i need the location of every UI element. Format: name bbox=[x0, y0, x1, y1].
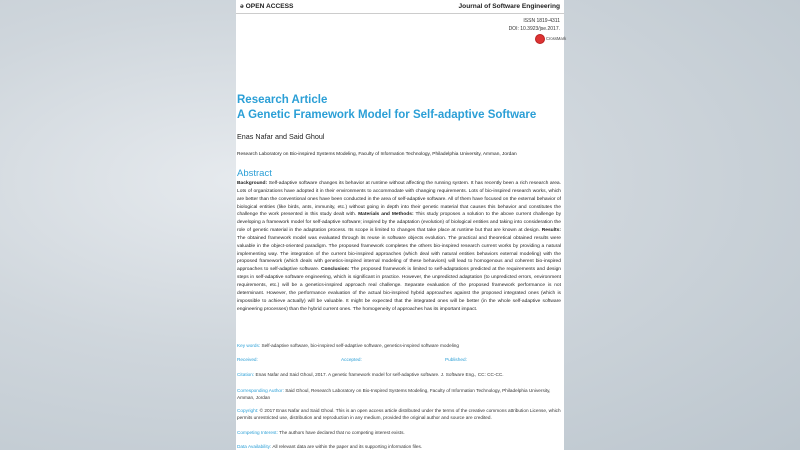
copyright-label: Copyright: bbox=[237, 408, 259, 413]
abstract-body bbox=[237, 180, 561, 313]
methods-label: Materials and Methods: bbox=[358, 212, 414, 218]
abstract-heading: Abstract bbox=[237, 168, 272, 179]
corresponding-label: Corresponding Author: bbox=[237, 388, 284, 393]
affiliation: Research Laboratory on Bio-inspired Systems Modeling, Faculty of Information Technology, Philadelphia University, Amman, Jordan bbox=[237, 152, 517, 157]
crossmark-label: CrossMark bbox=[546, 36, 567, 41]
header-divider bbox=[236, 13, 564, 14]
copyright bbox=[237, 407, 561, 421]
keywords bbox=[237, 343, 459, 348]
open-access-badge bbox=[240, 3, 293, 10]
paper-page[interactable] bbox=[236, 0, 567, 450]
accepted-date bbox=[341, 357, 362, 362]
received-label: Received: bbox=[237, 357, 258, 362]
citation-label: Citation: bbox=[237, 372, 255, 377]
citation bbox=[237, 372, 504, 377]
conclusion-label: Conclusion: bbox=[320, 267, 350, 273]
published-date bbox=[445, 357, 467, 362]
methods-text: This study proposes a solution to the above current challenge by developing a framework model for self-adaptive software; inspired by the adaptation (evolution) of biological entities and taking into consideration the role of genetic material in the adaptation process. Its scope is limited to changes that take place at runtime but that are known at design. bbox=[237, 212, 562, 234]
background-text: Self-adaptive software changes its behavior at runtime without affecting the running system. It has recently been a rich research area. Lots of organizations have adopted it in their environments to accommodate with changing requirements. Lots of bio-inspired research works, which are better than the conventional ones have been conducted in the area of self-adaptive software. All of them have focused on the external behavior of biological entities (like birds, ants, immunity, etc.) without going in depth into their genetic material that causes this behavior and constitutes the challenge the work presented in this study dealt with. bbox=[237, 181, 561, 218]
competing-label: Competing Interest: bbox=[237, 430, 278, 435]
results-label: Results: bbox=[541, 228, 561, 234]
accepted-label: Accepted: bbox=[341, 357, 362, 362]
data-availability bbox=[237, 444, 422, 449]
received-date bbox=[237, 357, 258, 362]
background-label: Background: bbox=[237, 181, 268, 186]
crossmark-icon bbox=[535, 34, 545, 44]
article-title: A Genetic Framework Model for Self-adaptive Software bbox=[237, 109, 537, 121]
conclusion-text: The proposed framework is limited to self-adaptations predicted at the requirements and design steps in self-adaptive software engineering, which is significant in practice. However, the unpredicted adaptation (to unpredicted errors, environment requirements, etc.) will be a genetics-inspired approach real challenge. Separate evaluation of the proposed framework performance is not determinant. However, the performance evaluation of the actual bio-inspired hybrid approaches against the proposed integrated ones (which is impossible to achieve actually) will be valuable. It might be expected that the integrated ones will be better (in the whole self-adaptive software engineering processes) than the hybrid current ones. The homogeneity of approaches has its important impact. bbox=[237, 267, 562, 312]
article-type: Research Article bbox=[237, 94, 328, 106]
open-lock-icon: ə bbox=[240, 3, 244, 10]
crossmark-badge[interactable] bbox=[535, 33, 567, 46]
competing-interest bbox=[237, 430, 405, 435]
citation-text: Enas Nafar and Said Ghoul, 2017. A genetic framework model for self-adaptive software. J. Software Eng., CC: CC-CC. bbox=[254, 372, 504, 377]
authors: Enas Nafar and Said Ghoul bbox=[237, 132, 325, 141]
results-text: The obtained framework model was evaluated through its reuse in software objects evolution. The practical and theoretical obtained results were valuable in the object-oriented paradigm. The proposed framework completes the others bio-inspired research current works by providing a natural implementing way. The integration of the current bio-inspired approaches (which deal with natural entities behaviors external modeling) with the proposed framework (which deals with genetics-inspired internal modeling of these behaviors) will lead to homogenous and coherent bio-inspired approaches to self-adaptive software. bbox=[237, 235, 561, 273]
open-access-label: OPEN ACCESS bbox=[245, 3, 294, 10]
copyright-text: © 2017 Enas Nafar and Said Ghoul. This is an open access article distributed under the terms of the creative commons attribution License, which permits unrestricted use, distribution and reproduction in any medium, provided the original author and source are credited. bbox=[237, 408, 561, 421]
keywords-label: Key words: bbox=[237, 343, 261, 348]
doi[interactable]: DOI: 10.3923/jse.2017. bbox=[508, 26, 560, 32]
competing-text: The authors have declared that no competing interest exists. bbox=[277, 430, 405, 435]
availability-text: All relevant data are within the paper and its supporting information files. bbox=[271, 444, 423, 449]
availability-label: Data Availability: bbox=[237, 444, 272, 449]
corresponding-author bbox=[237, 387, 561, 401]
published-label: Published: bbox=[445, 357, 467, 362]
issn: ISSN 1819-4311 bbox=[523, 18, 560, 24]
corresponding-text: Said Ghoul, Research Laboratory on Bio-Inspired Systems Modeling, Faculty of Information Technology, Philadelphia University, Amman, Jordan bbox=[237, 388, 551, 401]
journal-name: Journal of Software Engineering bbox=[458, 3, 560, 10]
keywords-text: Self-adaptive software, bio-inspired self-adaptive software, genetics-inspired software modeling bbox=[260, 343, 459, 348]
